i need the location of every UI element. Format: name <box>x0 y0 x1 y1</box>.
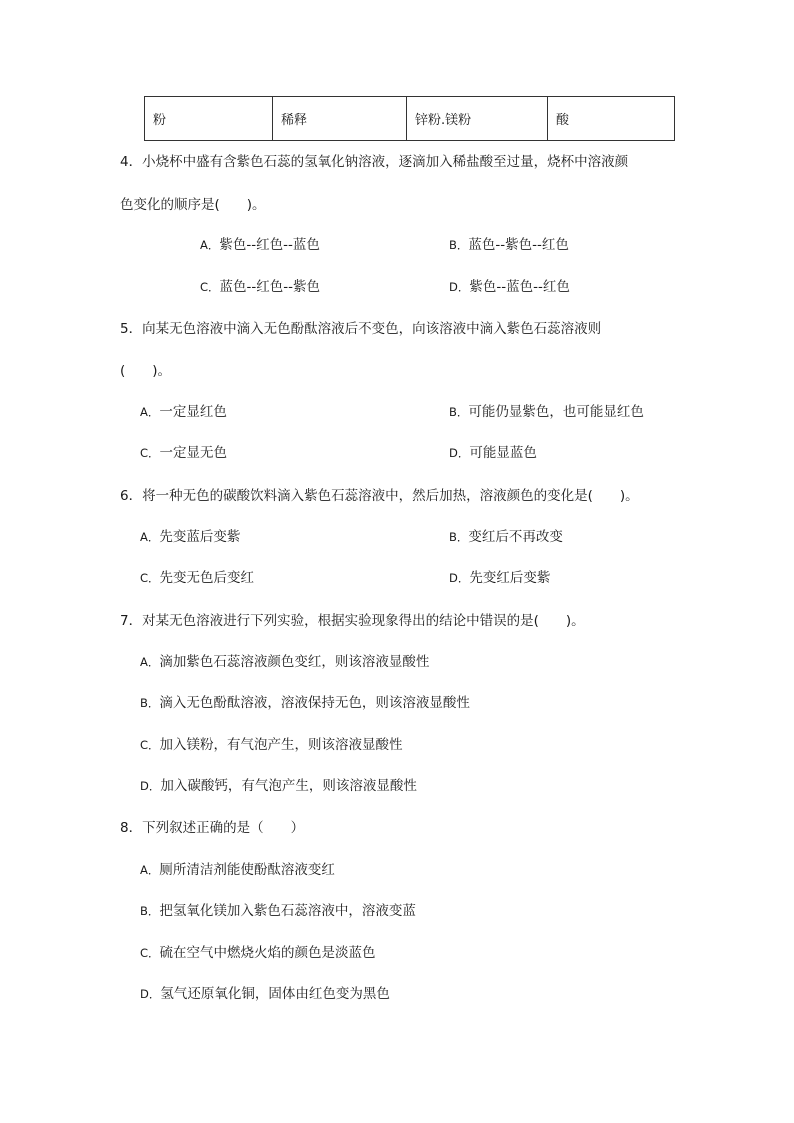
question-5-option-c <box>140 444 227 462</box>
question-4-option-d <box>449 278 570 296</box>
option-label: C． <box>140 738 160 752</box>
option-text: 氢气还原氧化铜，固体由红色变为黑色 <box>160 986 390 1002</box>
option-label: C． <box>140 571 160 585</box>
option-text: 加入碳酸钙，有气泡产生，则该溶液显酸性 <box>160 778 417 794</box>
option-label: A． <box>140 655 160 669</box>
table-cell: 稀释 <box>273 97 407 141</box>
question-4-stem-line-2: 色变化的顺序是( )。 <box>120 197 266 213</box>
option-label: A． <box>140 530 160 544</box>
question-6-stem-line-1: 6．将一种无色的碳酸饮料滴入紫色石蕊溶液中，然后加热，溶液颜色的变化是( )。 <box>120 488 639 504</box>
option-label: D． <box>449 446 470 460</box>
option-label: D． <box>449 280 470 294</box>
option-text: 一定显红色 <box>159 404 227 420</box>
option-label: B． <box>140 904 160 918</box>
option-text: 紫色--红色--蓝色 <box>219 237 320 253</box>
option-text: 加入镁粉，有气泡产生，则该溶液显酸性 <box>159 737 403 753</box>
question-8-option-b <box>140 902 416 920</box>
table-row <box>145 97 675 141</box>
question-5-option-d <box>449 444 537 462</box>
option-text: 硫在空气中燃烧火焰的颜色是淡蓝色 <box>159 945 376 961</box>
question-8-option-a <box>140 861 335 879</box>
question-7-option-c <box>140 736 403 754</box>
option-text: 滴加紫色石蕊溶液颜色变红，则该溶液显酸性 <box>159 654 430 670</box>
option-label: A． <box>200 238 220 252</box>
question-4-option-a <box>200 236 320 254</box>
reagent-table <box>144 96 675 141</box>
option-label: C． <box>200 280 220 294</box>
option-label: C． <box>140 446 160 460</box>
option-text: 蓝色--紫色--红色 <box>468 237 569 253</box>
question-8-option-c <box>140 944 376 962</box>
option-text: 一定显无色 <box>159 445 228 461</box>
option-label: B． <box>449 530 469 544</box>
option-text: 把氢氧化镁加入紫色石蕊溶液中，溶液变蓝 <box>159 903 416 919</box>
option-text: 蓝色--红色--紫色 <box>219 279 321 295</box>
question-5-option-b <box>449 403 644 421</box>
question-5-stem-line-1: 5．向某无色溶液中滴入无色酚酞溶液后不变色，向该溶液中滴入紫色石蕊溶液则 <box>120 321 602 337</box>
option-text: 先变红后变紫 <box>469 570 551 586</box>
table-cell: 锌粉.镁粉 <box>407 97 548 141</box>
question-4-option-b <box>449 236 569 254</box>
question-7-option-a <box>140 653 429 671</box>
question-6-option-c <box>140 569 254 587</box>
option-label: A． <box>140 863 160 877</box>
question-5-option-a <box>140 403 227 421</box>
option-label: D． <box>140 987 161 1001</box>
question-7-option-b <box>140 694 470 712</box>
question-6-option-d <box>449 569 550 587</box>
option-label: B． <box>449 238 469 252</box>
question-6-option-b <box>449 528 563 546</box>
question-4-option-c <box>200 278 320 296</box>
option-text: 可能显蓝色 <box>469 445 537 461</box>
table-cell: 粉 <box>145 97 273 141</box>
option-text: 变红后不再改变 <box>468 529 563 545</box>
option-label: A． <box>140 405 160 419</box>
option-label: B． <box>140 696 160 710</box>
option-text: 先变无色后变红 <box>159 570 255 586</box>
question-8-option-d <box>140 985 390 1003</box>
option-text: 滴入无色酚酞溶液，溶液保持无色，则该溶液显酸性 <box>159 695 470 711</box>
option-text: 厕所清洁剂能使酚酞溶液变红 <box>159 862 335 878</box>
question-7-stem-line-1: 7．对某无色溶液进行下列实验，根据实验现象得出的结论中错误的是( )。 <box>120 613 585 629</box>
option-text: 可能仍显紫色，也可能显红色 <box>468 404 644 420</box>
question-6-option-a <box>140 528 240 546</box>
option-text: 先变蓝后变紫 <box>159 529 241 545</box>
question-7-option-d <box>140 777 417 795</box>
option-label: D． <box>140 779 161 793</box>
question-8-stem-line-1: 8．下列叙述正确的是（ ） <box>120 820 305 836</box>
option-label: C． <box>140 946 160 960</box>
option-label: B． <box>449 405 469 419</box>
option-label: D． <box>449 571 470 585</box>
question-5-stem-line-2: ( )。 <box>120 363 172 379</box>
table-cell: 酸 <box>548 97 675 141</box>
option-text: 紫色--蓝色--红色 <box>469 279 570 295</box>
question-4-stem-line-1: 4．小烧杯中盛有含紫色石蕊的氢氧化钠溶液，逐滴加入稀盐酸至过量，烧杯中溶液颜 <box>120 154 629 170</box>
